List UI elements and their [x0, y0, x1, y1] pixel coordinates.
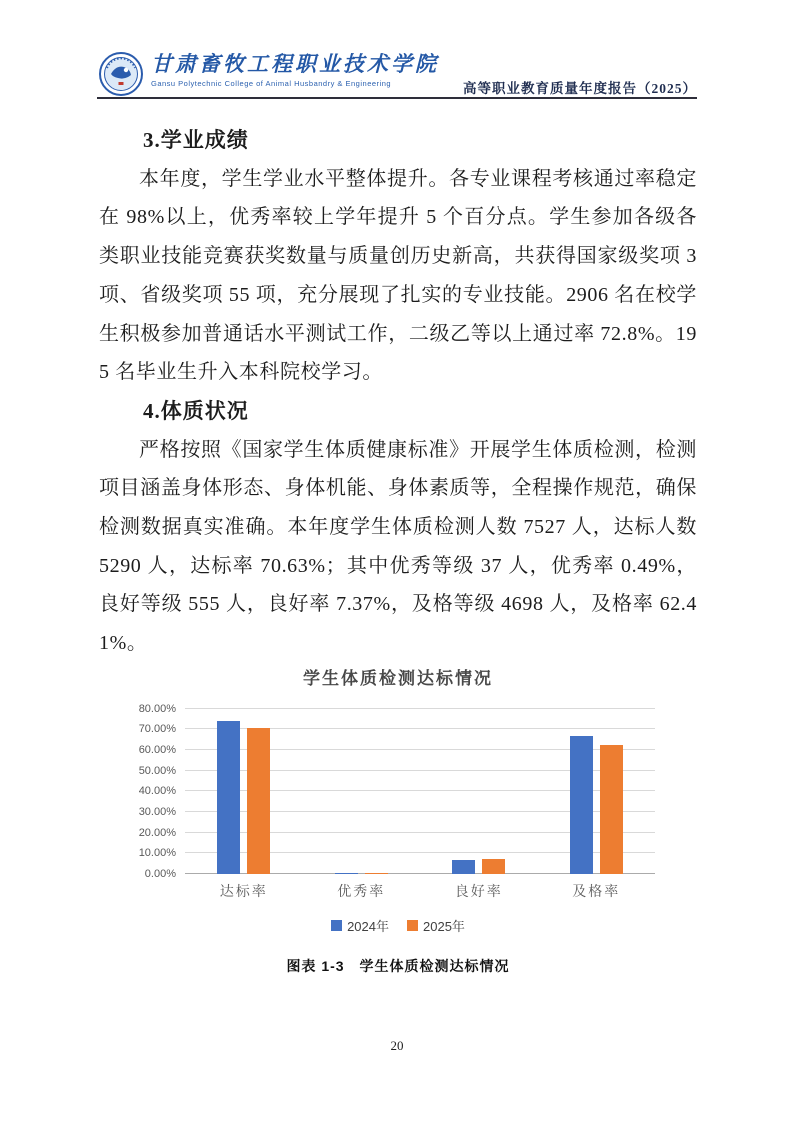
- x-category-label: 达标率: [219, 882, 268, 899]
- section-heading-physique: 4.体质状况: [143, 398, 249, 423]
- report-title: 高等职业教育质量年度报告（2025）: [463, 81, 697, 96]
- school-name-cn: 甘肃畜牧工程职业技术学院: [151, 52, 439, 76]
- chart-plot: [138, 702, 655, 880]
- legend-label: 2025年: [423, 918, 465, 934]
- page-content: [99, 121, 697, 976]
- chart-legend: [99, 916, 697, 935]
- y-tick-label: 70.00%: [138, 723, 176, 736]
- page-number: 20: [390, 1038, 404, 1053]
- legend-label: 2024年: [347, 918, 389, 934]
- legend-swatch-icon: [407, 920, 418, 931]
- bar: [570, 736, 593, 874]
- y-tick-label: 10.00%: [138, 847, 176, 860]
- y-tick-label: 60.00%: [138, 744, 176, 757]
- bar: [452, 860, 475, 874]
- x-category-label: 良好率: [454, 882, 503, 899]
- section-paragraph-physique: 严格按照《国家学生体质健康标准》开展学生体质检测，检测项目涵盖身体形态、身体机能、身体素质等，全程操作规范，确保检测数据真实准确。本年度学生体质检测人数 7527 人，达标人数 5290 人，达标率 70.63%；其中优秀等级 37 人，优秀率 0.49%，良好等级 555 人，良好率 7.37%，及格等级 4698 人，及格率 62.41%。: [99, 438, 697, 655]
- school-logo-icon: [99, 52, 143, 96]
- bar: [247, 728, 270, 874]
- y-tick-label: 0.00%: [144, 867, 176, 880]
- bar-group: [538, 709, 656, 874]
- bar-groups: [185, 709, 655, 874]
- chart-x-labels: [185, 881, 655, 901]
- bar-group: [420, 709, 538, 874]
- x-category-label: 优秀率: [337, 882, 386, 899]
- bar-group: [185, 709, 303, 874]
- y-tick-label: 50.00%: [138, 764, 176, 777]
- bar: [335, 873, 358, 874]
- bar: [600, 745, 623, 874]
- figure-caption: 图表 1-3 学生体质检测达标情况: [286, 957, 510, 974]
- bar-group: [303, 709, 421, 874]
- bar: [217, 721, 240, 874]
- y-tick-label: 30.00%: [138, 805, 176, 818]
- legend-swatch-icon: [331, 920, 342, 931]
- physique-chart: [99, 665, 697, 935]
- section-paragraph-academic: 本年度，学生学业水平整体提升。各专业课程考核通过率稳定在 98%以上，优秀率较上学年提升 5 个百分点。学生参加各级各类职业技能竞赛获奖数量与质量创历史新高，共获得国家级奖项 3 项、省级奖项 55 项，充分展现了扎实的专业技能。2906 名在校学生积极参加普通话水平测试工作，二级乙等以上通过率 72.8%。195 名毕业生升入本科院校学习。: [99, 167, 697, 384]
- chart-title: 学生体质检测达标情况: [303, 668, 493, 688]
- chart-area: [138, 702, 655, 901]
- legend-item: [407, 916, 465, 935]
- header-rule: [97, 97, 697, 99]
- y-tick-label: 80.00%: [138, 702, 176, 715]
- y-tick-label: 20.00%: [138, 826, 176, 839]
- school-name-block: [151, 52, 439, 88]
- bar: [365, 873, 388, 874]
- school-name-en: Gansu Polytechnic College of Animal Husbandry & Engineering: [151, 79, 392, 88]
- section-heading-academic: 3.学业成绩: [143, 128, 249, 152]
- x-category-label: 及格率: [572, 882, 621, 899]
- legend-item: [331, 916, 389, 935]
- bar: [482, 859, 505, 874]
- y-tick-label: 40.00%: [138, 785, 176, 798]
